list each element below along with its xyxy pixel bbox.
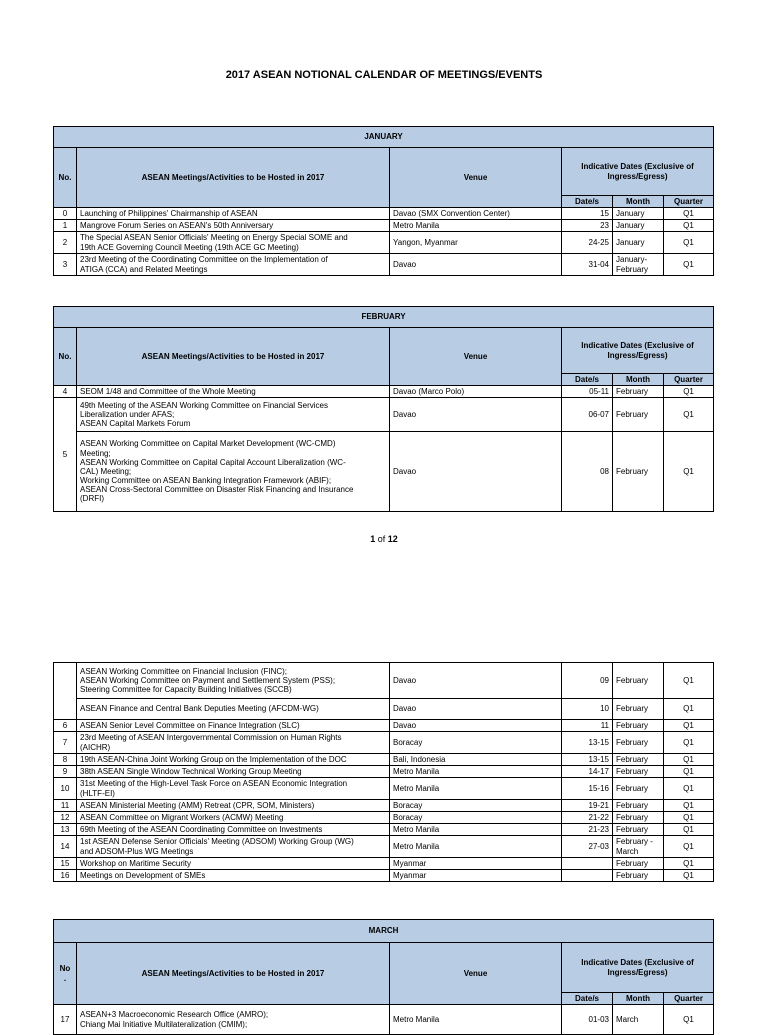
- quarter-cell: Q1: [664, 800, 714, 812]
- venue-cell: Davao: [390, 432, 562, 512]
- activity-line: 69th Meeting of the ASEAN Coordinating Committee on Investments: [80, 824, 323, 834]
- quarter-cell: Q1: [664, 870, 714, 882]
- activity-cell: [77, 870, 390, 882]
- table-row: [54, 432, 714, 512]
- table-row: [54, 812, 714, 824]
- quarter-cell: Q1: [664, 732, 714, 754]
- activity-cell: [77, 1005, 390, 1035]
- activity-line: Mangrove Forum Series on ASEAN's 50th Anniversary: [80, 220, 274, 230]
- header-month: Month: [613, 196, 664, 208]
- month-cell: [613, 824, 664, 836]
- activity-line: (HLTF-EI): [80, 788, 115, 798]
- dates-cell: 11: [562, 720, 613, 732]
- month-text: February: [616, 675, 649, 685]
- dates-cell: 27-03: [562, 836, 613, 858]
- activity-cell: [77, 766, 390, 778]
- month-text: February: [616, 386, 649, 396]
- activity-line: ASEAN Working Committee on Capital Capital Account Liberalization (WC-: [80, 457, 346, 467]
- dates-cell: 13-15: [562, 732, 613, 754]
- activity-line: 23rd Meeting of the Coordinating Committee on the Implementation of: [80, 255, 328, 265]
- header-activity: ASEAN Meetings/Activities to be Hosted in 2017: [77, 148, 390, 208]
- table-row: [54, 800, 714, 812]
- activity-line: ASEAN Committee on Migrant Workers (ACMW) Meeting: [80, 812, 284, 822]
- row-number: 6: [54, 720, 77, 732]
- activity-line: ASEAN+3 Macroeconomic Research Office (AMRO);: [80, 1010, 269, 1020]
- row-number: 11: [54, 800, 77, 812]
- row-number: 14: [54, 836, 77, 858]
- row-number: 17: [54, 1005, 77, 1035]
- row-number: 8: [54, 754, 77, 766]
- dates-cell: 19-21: [562, 800, 613, 812]
- header-month: Month: [613, 993, 664, 1005]
- table-row: [54, 254, 714, 276]
- month-cell: [613, 398, 664, 432]
- month-text: March: [616, 846, 639, 856]
- activity-line: Meetings on Development of SMEs: [80, 870, 206, 880]
- month-header-march: MARCH: [54, 920, 714, 943]
- header-venue: Venue: [390, 148, 562, 208]
- table-row: [54, 232, 714, 254]
- dates-cell: 13-15: [562, 754, 613, 766]
- activity-cell: [77, 824, 390, 836]
- quarter-cell: Q1: [664, 254, 714, 276]
- venue-cell: Metro Manila: [390, 778, 562, 800]
- row-number: 3: [54, 254, 77, 276]
- month-text: January: [616, 220, 645, 230]
- activity-line: ATIGA (CCA) and Related Meetings: [80, 264, 208, 274]
- month-text: January: [616, 237, 645, 247]
- activity-line: ASEAN Finance and Central Bank Deputies Meeting (AFCDM-WG): [80, 704, 319, 714]
- quarter-cell: Q1: [664, 208, 714, 220]
- dates-cell: [562, 858, 613, 870]
- venue-cell: Boracay: [390, 732, 562, 754]
- activity-cell: [77, 754, 390, 766]
- dates-cell: 01-03: [562, 1005, 613, 1035]
- month-text: February: [616, 812, 649, 822]
- venue-cell: Metro Manila: [390, 220, 562, 232]
- month-text: February: [616, 870, 649, 880]
- header-no: No.: [54, 328, 77, 386]
- quarter-cell: Q1: [664, 699, 714, 720]
- table-row: [54, 824, 714, 836]
- month-cell: [613, 432, 664, 512]
- header-venue: Venue: [390, 328, 562, 386]
- row-number: 1: [54, 220, 77, 232]
- month-cell: [613, 208, 664, 220]
- activity-line: (DRFI): [80, 494, 104, 504]
- activity-cell: [77, 778, 390, 800]
- activity-cell: [77, 663, 390, 699]
- quarter-cell: Q1: [664, 754, 714, 766]
- dates-cell: 31-04: [562, 254, 613, 276]
- table-row: [54, 754, 714, 766]
- activity-line: ASEAN Working Committee on Capital Market Development (WC-CMD): [80, 439, 336, 449]
- month-cell: [613, 766, 664, 778]
- activity-cell: [77, 800, 390, 812]
- month-text: February: [616, 720, 649, 730]
- table-row: [54, 732, 714, 754]
- row-number: 9: [54, 766, 77, 778]
- venue-cell: Metro Manila: [390, 824, 562, 836]
- venue-cell: Metro Manila: [390, 1005, 562, 1035]
- month-text: February: [616, 766, 649, 776]
- venue-cell: Davao: [390, 699, 562, 720]
- month-cell: [613, 754, 664, 766]
- dates-cell: 21-23: [562, 824, 613, 836]
- month-text: February: [616, 737, 649, 747]
- month-header-january: JANUARY: [54, 127, 714, 148]
- venue-cell: Myanmar: [390, 870, 562, 882]
- march-table: [53, 919, 714, 1035]
- activity-line: (AICHR): [80, 742, 111, 752]
- quarter-cell: Q1: [664, 663, 714, 699]
- dates-cell: 05-11: [562, 386, 613, 398]
- month-cell: [613, 699, 664, 720]
- venue-cell: Myanmar: [390, 858, 562, 870]
- activity-line: 1st ASEAN Defense Senior Officials' Meeting (ADSOM) Working Group (WG): [80, 837, 354, 847]
- table-row: [54, 663, 714, 699]
- month-cell: [613, 800, 664, 812]
- quarter-cell: Q1: [664, 836, 714, 858]
- header-dates: Date/s: [562, 374, 613, 386]
- dates-cell: 21-22: [562, 812, 613, 824]
- activity-line: Launching of Philippines' Chairmanship of ASEAN: [80, 208, 258, 218]
- header-venue: Venue: [390, 943, 562, 1005]
- activity-cell: [77, 232, 390, 254]
- month-cell: [613, 220, 664, 232]
- month-text: February: [616, 824, 649, 834]
- quarter-cell: Q1: [664, 386, 714, 398]
- table-row: [54, 720, 714, 732]
- header-no: No .: [54, 943, 77, 1005]
- activity-cell: [77, 699, 390, 720]
- row-number: 15: [54, 858, 77, 870]
- dates-cell: 06-07: [562, 398, 613, 432]
- activity-line: 31st Meeting of the High-Level Task Force on ASEAN Economic Integration: [80, 779, 348, 789]
- header-dates: Date/s: [562, 993, 613, 1005]
- activity-cell: [77, 386, 390, 398]
- dates-cell: 10: [562, 699, 613, 720]
- table-row: [54, 766, 714, 778]
- quarter-cell: Q1: [664, 720, 714, 732]
- quarter-cell: Q1: [664, 766, 714, 778]
- month-text: February: [616, 409, 649, 419]
- activity-line: CAL) Meeting;: [80, 466, 132, 476]
- month-text: February: [616, 783, 649, 793]
- month-cell: [613, 812, 664, 824]
- activity-line: Meeting;: [80, 448, 111, 458]
- dates-cell: 15: [562, 208, 613, 220]
- month-text: March: [616, 1014, 639, 1024]
- venue-cell: Davao (SMX Convention Center): [390, 208, 562, 220]
- header-quarter: Quarter: [664, 196, 714, 208]
- header-month: Month: [613, 374, 664, 386]
- month-text: February: [616, 704, 649, 714]
- activity-line: ASEAN Capital Markets Forum: [80, 419, 191, 429]
- month-cell: [613, 232, 664, 254]
- venue-cell: Metro Manila: [390, 766, 562, 778]
- month-cell: [613, 870, 664, 882]
- quarter-cell: Q1: [664, 858, 714, 870]
- quarter-cell: Q1: [664, 232, 714, 254]
- row-number: 12: [54, 812, 77, 824]
- month-text: February: [616, 800, 649, 810]
- month-cell: [613, 663, 664, 699]
- activity-line: 19th ACE Governing Council Meeting (19th ACE GC Meeting): [80, 242, 299, 252]
- quarter-cell: Q1: [664, 1005, 714, 1035]
- activity-cell: [77, 720, 390, 732]
- activity-line: The Special ASEAN Senior Officials' Meeting on Energy Special SOME and: [80, 233, 348, 243]
- activity-line: Steering Committee for Capacity Building Initiatives (SCCB): [80, 685, 292, 695]
- header-indicative-dates: Indicative Dates (Exclusive of Ingress/Egress): [562, 148, 714, 196]
- activity-line: ASEAN Cross-Sectoral Committee on Disaster Risk Financing and Insurance: [80, 485, 354, 495]
- table-row: [54, 208, 714, 220]
- activity-cell: [77, 432, 390, 512]
- february-continued-table: [53, 662, 714, 882]
- activity-cell: [77, 208, 390, 220]
- header-quarter: Quarter: [664, 993, 714, 1005]
- month-text: February: [616, 466, 649, 476]
- activity-cell: [77, 732, 390, 754]
- month-cell: [613, 778, 664, 800]
- activity-line: ASEAN Senior Level Committee on Finance Integration (SLC): [80, 720, 300, 730]
- dates-cell: 09: [562, 663, 613, 699]
- month-cell: [613, 1005, 664, 1035]
- dates-cell: 14-17: [562, 766, 613, 778]
- february-table: [53, 306, 714, 512]
- venue-cell: Davao (Marco Polo): [390, 386, 562, 398]
- venue-cell: Davao: [390, 254, 562, 276]
- activity-cell: [77, 836, 390, 858]
- table-row: [54, 870, 714, 882]
- activity-line: 23rd Meeting of ASEAN Intergovernmental Commission on Human Rights: [80, 733, 342, 743]
- month-cell: [613, 386, 664, 398]
- table-row: [54, 858, 714, 870]
- dates-cell: 15-16: [562, 778, 613, 800]
- activity-cell: [77, 254, 390, 276]
- venue-cell: Metro Manila: [390, 836, 562, 858]
- venue-cell: Davao: [390, 720, 562, 732]
- row-number: 2: [54, 232, 77, 254]
- header-quarter: Quarter: [664, 374, 714, 386]
- table-row: [54, 836, 714, 858]
- activity-line: SEOM 1/48 and Committee of the Whole Meeting: [80, 386, 256, 396]
- dates-cell: 23: [562, 220, 613, 232]
- quarter-cell: Q1: [664, 824, 714, 836]
- activity-line: 49th Meeting of the ASEAN Working Committee on Financial Services: [80, 400, 328, 410]
- month-cell: [613, 732, 664, 754]
- month-text: February: [616, 858, 649, 868]
- venue-cell: Yangon, Myanmar: [390, 232, 562, 254]
- activity-line: Workshop on Maritime Security: [80, 858, 191, 868]
- month-text: February: [616, 754, 649, 764]
- month-cell: [613, 720, 664, 732]
- quarter-cell: Q1: [664, 812, 714, 824]
- activity-line: 19th ASEAN-China Joint Working Group on the Implementation of the DOC: [80, 754, 347, 764]
- header-activity: ASEAN Meetings/Activities to be Hosted in 2017: [77, 328, 390, 386]
- venue-cell: Davao: [390, 663, 562, 699]
- header-dates: Date/s: [562, 196, 613, 208]
- activity-cell: [77, 858, 390, 870]
- activity-line: 38th ASEAN Single Window Technical Working Group Meeting: [80, 766, 302, 776]
- row-number: 4: [54, 386, 77, 398]
- month-text: February: [616, 264, 649, 274]
- quarter-cell: Q1: [664, 778, 714, 800]
- activity-line: ASEAN Ministerial Meeting (AMM) Retreat (CPR, SOM, Ministers): [80, 800, 315, 810]
- page-title: 2017 ASEAN NOTIONAL CALENDAR OF MEETINGS/EVENTS: [225, 69, 543, 81]
- table-row: [54, 398, 714, 432]
- month-text: February -: [616, 837, 653, 847]
- month-cell: [613, 858, 664, 870]
- dates-cell: 08: [562, 432, 613, 512]
- activity-line: ASEAN Working Committee on Payment and Settlement System (PSS);: [80, 675, 336, 685]
- month-header-february: FEBRUARY: [54, 307, 714, 328]
- activity-line: Chiang Mai Initiative Multilateralization (CMIM);: [80, 1019, 248, 1029]
- row-number: 5: [54, 398, 77, 512]
- table-row: [54, 220, 714, 232]
- row-number: 7: [54, 732, 77, 754]
- table-row: [54, 699, 714, 720]
- page-number: 1 of 12: [370, 534, 398, 544]
- header-indicative-dates: Indicative Dates (Exclusive of Ingress/Egress): [562, 328, 714, 374]
- venue-cell: Boracay: [390, 800, 562, 812]
- activity-line: Liberalization under AFAS;: [80, 409, 175, 419]
- header-indicative-dates: Indicative Dates (Exclusive of Ingress/Egress): [562, 943, 714, 993]
- dates-cell: 24-25: [562, 232, 613, 254]
- month-text: January: [616, 208, 645, 218]
- january-table: [53, 126, 714, 276]
- dates-cell: [562, 870, 613, 882]
- venue-cell: Davao: [390, 398, 562, 432]
- month-cell: [613, 254, 664, 276]
- row-number: 16: [54, 870, 77, 882]
- header-no: No.: [54, 148, 77, 208]
- table-row: [54, 1005, 714, 1035]
- header-activity: ASEAN Meetings/Activities to be Hosted in 2017: [77, 943, 390, 1005]
- row-number: 13: [54, 824, 77, 836]
- activity-line: and ADSOM-Plus WG Meetings: [80, 846, 194, 856]
- activity-cell: [77, 812, 390, 824]
- table-row: [54, 386, 714, 398]
- activity-cell: [77, 220, 390, 232]
- quarter-cell: Q1: [664, 398, 714, 432]
- quarter-cell: Q1: [664, 220, 714, 232]
- quarter-cell: Q1: [664, 432, 714, 512]
- row-number: 0: [54, 208, 77, 220]
- activity-cell: [77, 398, 390, 432]
- month-cell: [613, 836, 664, 858]
- venue-cell: Boracay: [390, 812, 562, 824]
- venue-cell: Bali, Indonesia: [390, 754, 562, 766]
- row-number: [54, 663, 77, 720]
- activity-line: Working Committee on ASEAN Banking Integration Framework (ABIF);: [80, 476, 332, 486]
- month-text: January-: [616, 255, 648, 265]
- activity-line: ASEAN Working Committee on Financial Inclusion (FINC);: [80, 666, 288, 676]
- table-row: [54, 778, 714, 800]
- row-number: 10: [54, 778, 77, 800]
